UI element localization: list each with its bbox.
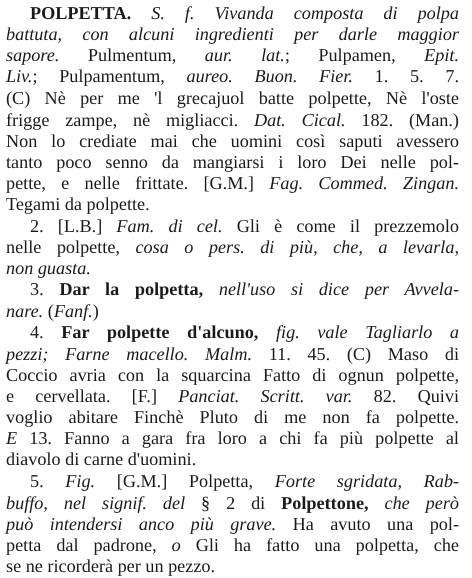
text-line [6,172,459,195]
text-run [203,279,219,299]
text-line [6,555,459,578]
text-line [6,193,459,216]
text-line [6,385,459,408]
text-run: Ha avuto una pol- [276,514,459,534]
italic-run: E [6,428,18,448]
text-line [6,343,459,366]
text-line [30,278,459,301]
text-run [131,3,151,23]
text-run: Non lo crediate mai che uomini così saputi avessero [6,131,459,151]
text-run: Tegami da polpette. [6,194,150,214]
text-run: ; Pulpamentum, [32,66,187,86]
italic-run: sapore. [6,45,60,65]
text-line [6,44,459,67]
text-run: Coccio avria con la squarcina Fatto di ognun polpette, [6,365,459,385]
text-line [30,321,459,344]
text-line [6,300,459,323]
text-line [6,65,459,88]
text-line [6,130,459,153]
text-line [6,23,459,46]
text-run: voglio abitare Finchè Pluto di me non fa polpette. [6,407,459,427]
text-run: 82. Quivi [352,386,459,406]
text-line [6,109,459,132]
text-run: se ne ricorderà per un pezzo. [6,556,216,576]
text-run: 1. 5. 7. [352,66,460,86]
italic-run: aureo. Buon. Fier. [186,66,353,86]
text-line [6,427,459,450]
italic-run: Vivanda composta di polpa [214,3,459,23]
text-line [6,534,459,557]
text-run: 3. [30,279,60,299]
text-line [30,215,459,238]
text-run: ; Pulpamen, [284,45,425,65]
italic-run: aur. lat. [204,45,285,65]
italic-run: Fig. [65,471,96,491]
text-run: tanto poco senno da mangiarsi i loro Dei nelle pol- [6,152,459,172]
italic-run: che però [384,493,460,513]
text-line [6,257,459,280]
text-line [6,406,459,429]
text-line [6,87,459,110]
dictionary-entry [2,2,472,574]
italic-run: nare. [6,301,44,321]
italic-run: o [171,535,181,555]
text-run: ) [92,301,99,321]
text-run: 182. (Man.) [345,110,459,130]
text-run: 2. [L.B.] [30,216,117,236]
text-run: 4. [30,322,62,342]
bold-run: Polpettone, [281,493,369,513]
text-line [30,470,459,493]
italic-run: Epit. [424,45,459,65]
text-line [6,364,459,387]
italic-run: buffo, nel signif. del [6,493,186,513]
bold-run: Far polpette d'alcuno, [61,322,259,342]
text-line [6,513,459,536]
text-run: e cervellata. [F.] [6,386,179,406]
italic-run: Fanf. [53,301,93,321]
text-run: (C) Nè per me 'l grecajuol batte polpette, Nè l'oste [6,88,459,108]
italic-run: Dat. Cical. [254,110,346,130]
italic-run: Panciat. Scritt. var. [178,386,353,406]
text-line [6,236,459,259]
bold-run: POLPETTA. [30,3,132,23]
text-run [369,493,385,513]
italic-run: Forte sgridata, Rab- [274,471,460,491]
text-run [194,3,214,23]
text-run [258,322,276,342]
italic-run: pezzi; Farne macello. Malm. [6,344,253,364]
text-run: Gli è come il prezzemolo [222,216,459,236]
text-line [30,2,459,25]
italic-run: S. f. [151,3,195,23]
text-run: petta dal padrone, [6,535,172,555]
text-run: 5. [30,471,66,491]
italic-run: può intendersi anco più grave. [6,514,277,534]
text-run: Pulmentum, [59,45,205,65]
text-line [6,151,459,174]
text-line [6,448,459,471]
italic-run: non guasta. [6,258,91,278]
italic-run: cosa o pers. di più, che, a levarla, [135,237,459,257]
italic-run: Fam. di cel. [116,216,223,236]
italic-run: Fag. Commed. Zingan. [269,173,459,193]
text-run: 13. Fanno a gara fra loro a chi fa più polpette al [17,428,459,448]
italic-run: fig. vale Tagliarlo a [275,322,460,342]
text-run: Gli ha fatto una polpetta, che [180,535,459,555]
text-run: § 2 di [185,493,282,513]
italic-run: Liv. [6,66,33,86]
bold-run: Dar la polpetta, [59,279,204,299]
text-run: nelle polpette, [6,237,136,257]
text-run: 11. 45. (C) Maso di [252,344,459,364]
italic-run: battuta, con alcuni ingredienti per darle maggior [6,24,459,44]
text-line [6,492,459,515]
text-run: [G.M.] Polpetta, [95,471,275,491]
text-run: diavolo di carne d'uomini. [6,449,197,469]
text-run: frigge zampe, nè migliacci. [6,110,254,130]
text-run: pette, e nelle frittate. [G.M.] [6,173,270,193]
italic-run: nell'uso si dice per Avvela- [218,279,460,299]
text-run: ( [43,301,54,321]
